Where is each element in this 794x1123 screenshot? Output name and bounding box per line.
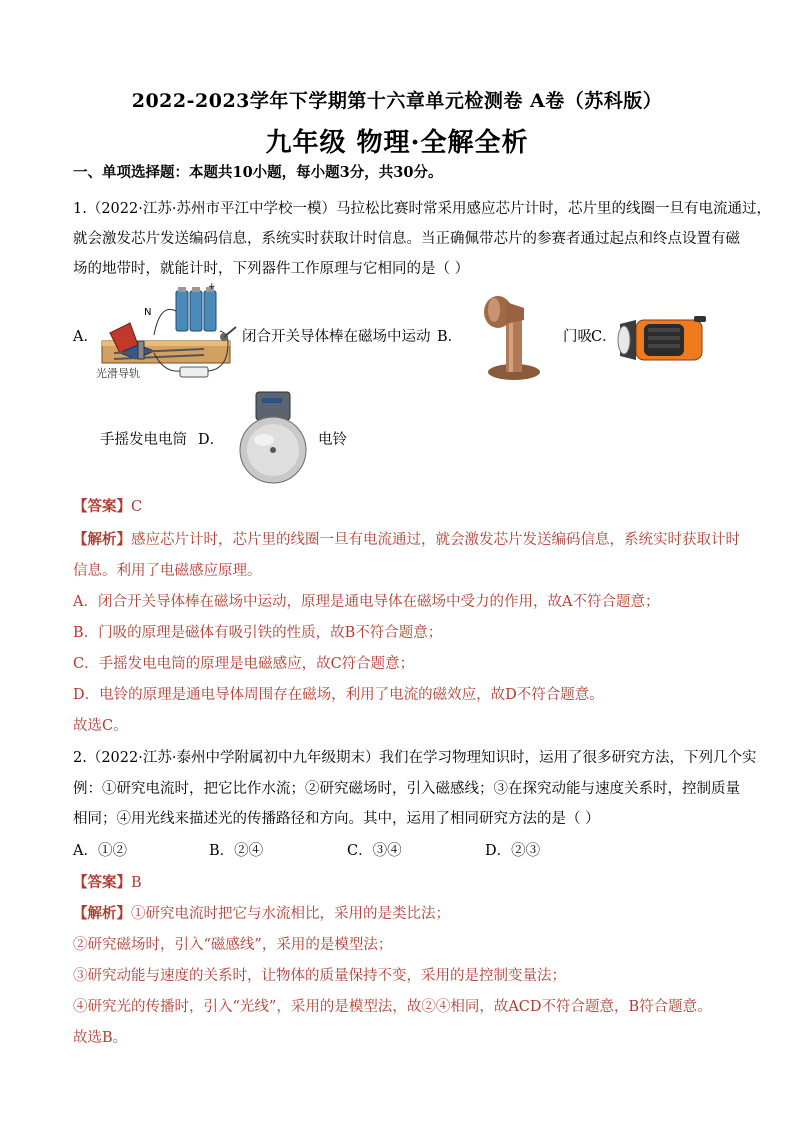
hand-crank-flashlight-image: [614, 310, 710, 370]
q1-analysis-line-6: D．电铃的原理是通电导体周围存在磁场，利用了电流的磁效应，故D不符合题意。: [73, 687, 604, 703]
door-stopper-image: [478, 290, 550, 382]
q2-option-c: C．③④: [347, 843, 402, 859]
q2-stem-line-1: 2.（2022·江苏·泰州中学附属初中九年级期末）我们在学习物理知识时，运用了很多研究方法，下列几个实: [73, 750, 757, 766]
q2-option-d: D．②③: [485, 843, 541, 859]
q1-option-d-desc: 电铃: [318, 432, 347, 448]
q1-analysis-line-7: 故选C。: [73, 718, 128, 734]
q2-option-a: A．①②: [73, 843, 127, 859]
q1-analysis-line-5: C．手摇发电电筒的原理是电磁感应，故C符合题意；: [73, 656, 415, 672]
q1-option-d-letter: D．: [198, 432, 225, 448]
q1-stem-line-3: 场的地带时，就能计时，下列器件工作原理与它相同的是（ ）: [73, 261, 470, 277]
q2-analysis-line-3: ③研究动能与速度的关系时，让物体的质量保持不变，采用的是控制变量法；: [73, 968, 566, 984]
q1-answer-tag: 【答案】: [73, 498, 131, 515]
q2-stem-line-3: 相同；④用光线来描述光的传播路径和方向。其中，运用了相同研究方法的是（ ）: [73, 811, 600, 827]
rail-label: 光滑导轨: [96, 367, 140, 380]
q1-stem-line-1: 1.（2022·江苏·苏州市平江中学校一模）马拉松比赛时常采用感应芯片计时，芯片里的线圈一旦有电流通过，: [73, 201, 771, 217]
q1-analysis-line-3: A．闭合开关导体棒在磁场中运动，原理是通电导体在磁场中受力的作用，故A不符合题意；: [73, 594, 660, 610]
q1-stem-line-2: 就会激发芯片发送编码信息，系统实时获取计时信息。当正确佩带芯片的参赛者通过起点和终点设置有磁: [73, 231, 740, 247]
q1-option-b-desc: 门吸: [563, 329, 592, 345]
q1-analysis-line-2: 信息。利用了电磁感应原理。: [73, 563, 262, 579]
battery-plus-label: +: [208, 283, 216, 292]
page-subtitle: 九年级 物理·全解全析: [265, 128, 529, 158]
q1-analysis-text-1: 感应芯片计时，芯片里的线圈一旦有电流通过，就会激发芯片发送编码信息，系统实时获取计时: [131, 532, 740, 548]
magnet-n-label: N: [144, 307, 152, 318]
q1-analysis-tag: 【解析】: [73, 531, 131, 548]
q2-analysis-text-1: ①研究电流时把它与水流相比，采用的是类比法；: [131, 906, 450, 922]
q2-answer-tag: 【答案】: [73, 874, 131, 891]
q1-option-a-desc: 闭合开关导体棒在磁场中运动: [242, 329, 431, 345]
q1-option-a-letter: A．: [73, 329, 98, 345]
section-heading: 一、单项选择题：本题共10小题，每小题3分，共30分。: [73, 164, 443, 181]
q2-analysis-line-1: [73, 904, 450, 924]
q2-analysis-line-4: ④研究光的传播时，引入“光线”，采用的是模型法，故②④相同，故ACD不符合题意，B符合题意。: [73, 999, 712, 1015]
q1-analysis-line-4: B．门吸的原理是磁体有吸引铁的性质，故B不符合题意；: [73, 625, 443, 641]
q2-answer-value: B: [131, 875, 142, 891]
q1-answer-value: C: [131, 499, 143, 515]
q1-option-c-desc: 手摇发电电筒: [100, 432, 187, 448]
electric-bell-image: [234, 388, 312, 484]
q1-option-c-letter: C．: [591, 329, 617, 345]
q2-analysis-tag: 【解析】: [73, 905, 131, 922]
page-title: 2022-2023学年下学期第十六章单元检测卷 A卷（苏科版）: [131, 90, 663, 112]
q1-answer-line: [73, 497, 142, 517]
q2-answer-line: [73, 873, 142, 893]
q2-analysis-line-2: ②研究磁场时，引入“磁感线”，采用的是模型法；: [73, 937, 393, 953]
q2-stem-line-2: 例：①研究电流时，把它比作水流；②研究磁场时，引入磁感线；③在探究动能与速度关系时，控制质量: [73, 781, 740, 797]
q2-analysis-line-5: 故选B。: [73, 1030, 128, 1046]
q1-analysis-line-1: [73, 530, 740, 550]
q1-option-b-letter: B．: [437, 329, 463, 345]
q2-option-b: B．②④: [209, 843, 264, 859]
